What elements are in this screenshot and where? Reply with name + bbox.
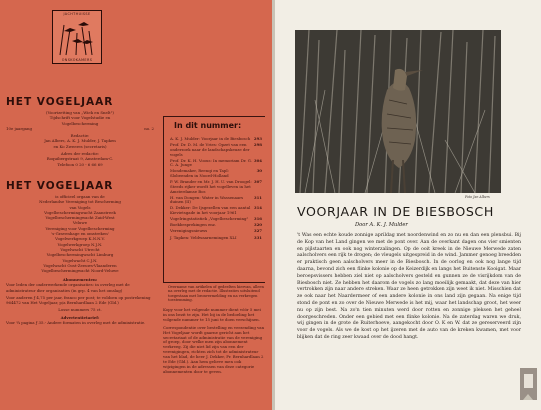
logo-top-text: JACHTHUISSE	[63, 12, 91, 16]
organisation: Vogelbeschermingwacht Zuid-West	[45, 215, 115, 221]
subtitle: (Voortzetting van „Wiek en Snelt")	[46, 110, 114, 115]
contents-item: Mondemaker, Reenqi en Tapl: Slobeenden in Noord-Holland 30	[170, 168, 262, 179]
subscriptions-label: Abonnementen:	[62, 277, 98, 282]
organisation: Vogelbeschermingwacht Limburg	[46, 252, 114, 258]
organisation: Vogelwerkgroep N.J.N.	[57, 241, 103, 247]
contents-item: Verenigingsnieuws 327	[170, 228, 262, 234]
contents-item: Prof. Dr. K. H. Voous: In memoriam Dr. G. C. A. Junge 304	[170, 157, 262, 168]
contents-item: J. Tapken: Veldwaarnemingen XLI 331	[170, 234, 262, 240]
organ-text: is officieel orgaan van de	[55, 194, 105, 199]
article-body: 't Was een echte koude zonnige aprildag met noordenwind en zo nu en dan een plensbui. Bij de Kop van het Land gingen we met de pont over. Aan de overkant dagen ons vier smienten en pijlstaarten en ook nog winterzalingen. Op de ooit kreek in de Nieuwe Merwede zaten aalscholvers een rijk te drogen; de vleugels uitgespreid in de wind. Jammer genoeg breedden er praktisch geen aalscholvers meer in de Biesbosch. In de oorlog en ook nog lange tijd daarna, bevond zich een flinke kolonie op de Keizerdijk en langs het Buitenste Kooigat. Maar beroepsvissers hebben ziel niet op aalscholvers gesteld en gunnen ze de visrijkdom van de Biesbosch niet. Ze hebben het daarom de vogels zo lang moeilijk gemaakt, dat deze van hier vertrokken zijn naar andere streken. Waar ze heen getrokken zijn weet ik niet. Misschien dat ze ook naar het Naardermeer of een andere kolonie in ons land zijn gegaan. Na enige tijd stond de pont en zo over de Nieuwe Merwede is het mij, waar het landschap groot, het weer nu op zijn best. Na zo'n tien minuten werd door rotten en zonnige pleksen het geheel doorgeschreden. Onder een gebied met een flinke kolonie. Na de zaterdag waren we druk, wij gingen in de grote de Ruiterhoeve, aangekocht door O. K en W. dat ze gereserveerd zijn voor de vogels. Als we de kost op het ijzeren met de auto van de kreken kwamen, met voor blijken dat de ring zeer kwaad over de dood hangt.	[297, 233, 521, 340]
organisation: Vogelwacht C.J.N.	[62, 257, 98, 263]
contents-box	[163, 116, 265, 283]
tagline-line-1: Tijdschrift voor Vogelstudie en	[49, 115, 111, 121]
tag-notch	[523, 394, 533, 400]
contents-list	[170, 137, 262, 242]
bittern-in-reeds-image	[295, 30, 501, 193]
contents-item: P. W. Brander en Mr. J. H. U. van Droogel: Steeds rijker wordt het vogelleven in het Amsterdamse Bos 307	[170, 179, 262, 194]
logo-bottom-text: ONSKOKAMERS	[61, 58, 93, 62]
phone: Telefoon 0 20 - 6 66 69	[57, 161, 103, 167]
contents-item: A. K. J. Mulder: Voorjaar in de Biesbosch 293	[170, 136, 262, 141]
ads-text: Voor ¼ pagina ƒ 35.- Andere formaten in overleg met de administratie.	[6, 320, 146, 326]
organisation: Vogelwerkgroep K.N.N.V.	[55, 236, 105, 242]
bookmark-tag	[520, 368, 537, 400]
contents-item: H. van Dongen: Water in Wassenaars duinen (II) 311	[170, 194, 262, 205]
editors-line-2: en Ko Zweeres (secretaris)	[53, 143, 107, 149]
copy-deadline-note	[163, 308, 265, 375]
organisation: Veluwe	[72, 220, 88, 226]
volume-row	[6, 126, 154, 131]
organisation: Vogelwacht Utrecht	[60, 246, 100, 252]
birds-in-reeds-icon	[56, 17, 98, 57]
masthead-info	[6, 110, 154, 167]
contents-item: Prof. Dr. D. M. de Vries: Opzet van een onderzoek naar de landschapskeuze der vogels 298	[170, 142, 262, 157]
reprint-note: Overname van artikelen of gedeelten hiervan, alleen na overleg met de redactie. Illustraties uitsluitend toegestaan met bronvermelding en na verkregen toestemming.	[168, 285, 264, 303]
article-title: VOORJAAR IN DE BIESBOSCH	[297, 204, 494, 219]
organisation: Vogelbeschermingwacht Zaanstreek	[44, 209, 116, 215]
correspondence-note: Correspondentie over bestelling en verzending van Het Vogeljaar wordt gaarne gericht aan het secretariaat of de administratie van de vereniging of groep, door welke men zijn abonnement verkreeg. Zij die niet lid zijn van een der verenigingen, richten zich tot de administrateur van het blad, de heer J. Dekker, Pr. Bernhardlaan 2 te Ede (Gld.). Aan hem gelieve men ook wijzigingen in de adressen van deze categorie abonnementen door te geven.	[163, 324, 265, 374]
magazine-title-2: HET VOGELJAAR	[6, 180, 114, 192]
organisation: van Vogels	[69, 204, 91, 210]
tagline-line-2: Vogelbescherming	[61, 120, 99, 126]
contents-title: In dit nummer:	[174, 121, 242, 130]
article-page	[275, 0, 541, 410]
address-label: Adres der redactie:	[60, 151, 100, 157]
organisation: Nederlandse Vereniging tot Bescherming	[39, 199, 121, 205]
publisher-logo	[52, 10, 102, 64]
contents-item: Boekbesprekingen enz. 320	[170, 222, 262, 228]
ads-label: Advertentietarief:	[60, 314, 100, 320]
article-byline: Door A. K. J. Mulder	[355, 222, 408, 228]
issue-number: no. 2	[144, 125, 154, 131]
bittern-photo	[295, 30, 501, 193]
copy-deadline: Kopy voor het volgende nummer dient vóór 5 mei in ons bezit te zijn. Het bij in de bedoeling het volgende nummer te 15 juni te doen verschijnen.	[163, 307, 261, 322]
others-text: Voor anderen ƒ 4,75 per jaar, franco per post; te voldoen op postrekening 964472 van Het Vogeljaar, p/a Bernhardlaan 2 Ede (Gld.)	[6, 294, 151, 306]
volume: 10e jaargang	[6, 125, 33, 131]
subscription-info	[6, 277, 154, 325]
single-issue-price: Losse nummers 75 ct.	[58, 307, 102, 313]
magazine-title: HET VOGELJAAR	[6, 96, 114, 108]
contents-item: Vogelringstatistiek „Vogelbescherming" 316	[170, 216, 262, 222]
organisation: Vogelwacht Oost-Zeeuws-Vlaanderen	[43, 262, 117, 268]
contents-item: D. Dekker: De Ijsgezellen van een aantal Kievietsgade in het voorjaar 1961 314	[170, 205, 262, 216]
address: Roquibergstraat 9, Amsterdam-C.	[46, 156, 114, 162]
organisation: Vogelbeschermingwacht Noord-Veluwe	[41, 268, 119, 274]
organisations-list	[6, 194, 154, 273]
photo-credit: Foto Jan Albers	[465, 195, 490, 199]
editors-line-1: Jan Albers, A. K. J. Mulder, J. Tapken	[44, 138, 116, 144]
subscriptions-text: Voor leden der onderwerkende organisaties: in overleg met de administrateur dier organisaties (in grp. 4 van het omslag)	[6, 282, 130, 293]
organisation: Vereniging voor Vogelbescherming	[45, 225, 115, 231]
organisation: 's-Gravenhage en omstreken'	[51, 231, 109, 237]
editors-label: Redactie:	[70, 133, 90, 139]
tag-hole	[524, 374, 533, 388]
